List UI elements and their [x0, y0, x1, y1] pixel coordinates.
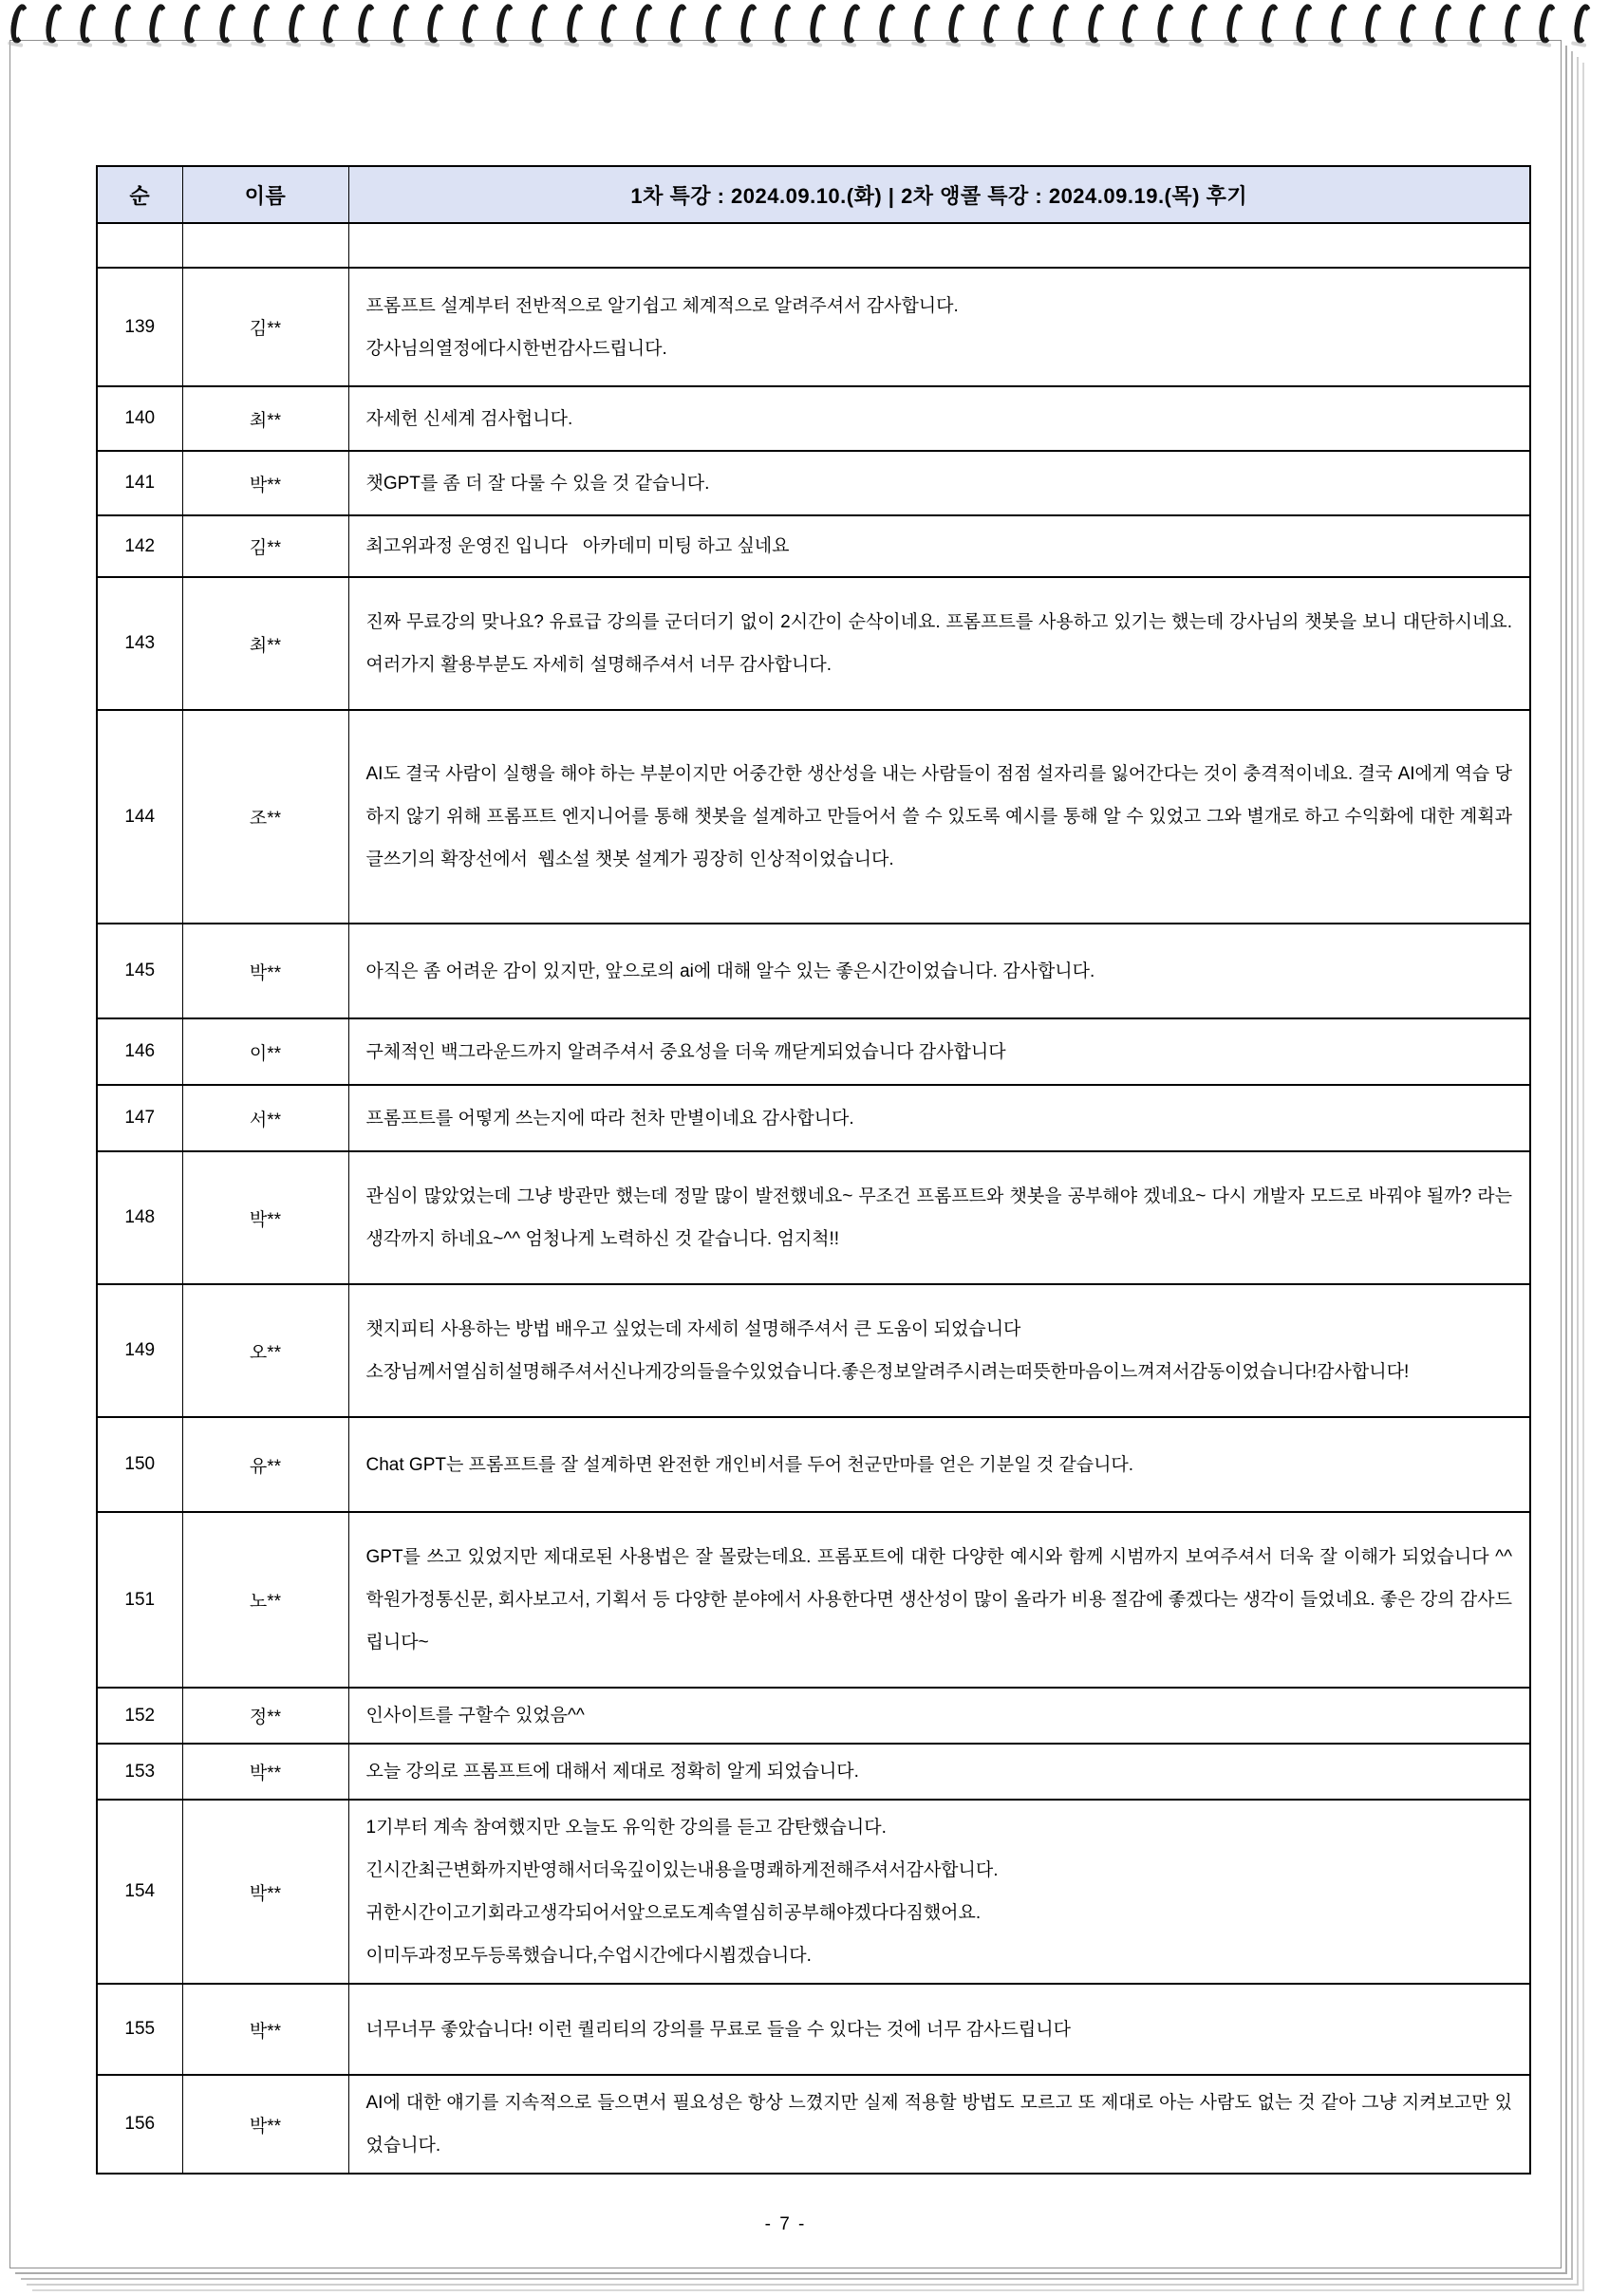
- table-row: [97, 2075, 1530, 2174]
- table-row: [97, 577, 1530, 710]
- table-row: [97, 386, 1530, 451]
- row-feedback: [348, 515, 1530, 577]
- row-name: 김**: [182, 268, 348, 386]
- table-row: [97, 223, 1530, 268]
- row-name: 정**: [182, 1688, 348, 1744]
- row-number: 146: [97, 1018, 182, 1085]
- col-header-title: 1차 특강 : 2024.09.10.(화) | 2차 앵콜 특강 : 2024.09.19.(목) 후기: [348, 166, 1530, 223]
- page-number: - 7 -: [764, 2214, 807, 2234]
- row-feedback: [348, 1284, 1530, 1417]
- feedback-line: Chat GPT는 프롬프트를 잘 설계하면 완전한 개인비서를 두어 천군만마를 얻은 기분일 것 같습니다.: [365, 1454, 1134, 1475]
- row-name: 유**: [182, 1417, 348, 1512]
- row-number: 144: [97, 710, 182, 924]
- row-number: 150: [97, 1417, 182, 1512]
- table-row: [97, 1417, 1530, 1512]
- spiral-ring-icon: [459, 3, 482, 45]
- row-feedback: [348, 1800, 1530, 1984]
- row-number: 153: [97, 1744, 182, 1800]
- row-number: 148: [97, 1151, 182, 1284]
- feedback-line: AI에 대한 얘기를 지속적으로 들으면서 필요성은 항상 느꼈지만 실제 적용할 방법도 모르고 또 제대로 아는 사람도 없는 것 같아 그냥 지켜보고만 있었습니다.: [365, 2093, 1512, 2156]
- row-name: 오**: [182, 1284, 348, 1417]
- feedback-line: GPT를 쓰고 있었지만 제대로된 사용법은 잘 몰랐는데요. 프롬포트에 대한 다양한 예시와 함께 시범까지 보여주셔서 더욱 잘 이해가 되었습니다 ^^ 학원가정통신문, 회사보고서, 기획서 등 다양한 분야에서 사용한다면 생산성이 많이 올라가 비용 절감에 좋겠다는 생각이 들었네요. 좋은 강의 감사드립니다~: [365, 1547, 1518, 1652]
- spiral-binding: [0, 0, 1609, 57]
- feedback-line: 최고위과정 운영진 입니다 아카데미 미팅 하고 싶네요: [365, 536, 790, 556]
- spiral-ring-icon: [1050, 3, 1073, 45]
- spiral-ring-icon: [1571, 3, 1594, 45]
- spiral-ring-icon: [842, 3, 865, 45]
- feedback-line: 너무너무 좋았습니다! 이런 퀄리티의 강의를 무료로 들을 수 있다는 것에 너무 감사드립니다: [365, 2019, 1071, 2040]
- feedback-line: 챗GPT를 좀 더 잘 다룰 수 있을 것 같습니다.: [365, 473, 710, 494]
- row-name: 박**: [182, 1744, 348, 1800]
- spiral-ring-icon: [43, 3, 65, 45]
- row-number: 149: [97, 1284, 182, 1417]
- row-feedback: [348, 710, 1530, 924]
- row-number: 139: [97, 268, 182, 386]
- spiral-ring-icon: [946, 3, 969, 45]
- table-row: [97, 1512, 1530, 1688]
- table-row: [97, 1284, 1530, 1417]
- feedback-line: 관심이 많았었는데 그냥 방관만 했는데 정말 많이 발전했네요~ 무조건 프롬프트와 챗봇을 공부해야 겠네요~ 다시 개발자 모드로 바꿔야 될까? 라는 생각까지 하네요~^^ 엄청나게 노력하신 것 같습니다. 엄지척!!: [365, 1186, 1518, 1249]
- row-feedback: [348, 386, 1530, 451]
- feedback-line: 진짜 무료강의 맞나요? 유료급 강의를 군더더기 없이 2시간이 순삭이네요. 프롬프트를 사용하고 있기는 했는데 강사님의 챗봇을 보니 대단하시네요. 여러가지 활용부분도 자세히 설명해주셔서 너무 감사합니다.: [365, 612, 1518, 675]
- spiral-ring-icon: [1363, 3, 1386, 45]
- table-row: [97, 710, 1530, 924]
- row-name: 최**: [182, 577, 348, 710]
- row-feedback: [348, 1151, 1530, 1284]
- row-number: 147: [97, 1085, 182, 1151]
- spiral-ring-icon: [1016, 3, 1038, 45]
- feedback-line: 챗지피티 사용하는 방법 배우고 싶었는데 자세히 설명해주셔서 큰 도움이 되었습니다: [365, 1319, 1021, 1339]
- spiral-ring-icon: [1328, 3, 1351, 45]
- spiral-ring-icon: [911, 3, 934, 45]
- spiral-ring-icon: [8, 3, 30, 45]
- row-name: 서**: [182, 1085, 348, 1151]
- row-name: 박**: [182, 924, 348, 1018]
- row-number: 140: [97, 386, 182, 451]
- row-feedback: [348, 268, 1530, 386]
- table-row: [97, 1018, 1530, 1085]
- feedback-line: 이미두과정모두등록했습니다,수업시간에다시뵙겠습니다.: [365, 1946, 812, 1966]
- col-header-no: 순: [97, 166, 182, 223]
- table-body: [97, 223, 1530, 2174]
- row-number: 143: [97, 577, 182, 710]
- spiral-ring-icon: [1432, 3, 1455, 45]
- spiral-ring-icon: [147, 3, 170, 45]
- spiral-ring-icon: [668, 3, 691, 45]
- row-feedback: [348, 1688, 1530, 1744]
- table-row: [97, 1688, 1530, 1744]
- row-feedback: [348, 577, 1530, 710]
- page-sheet: [9, 40, 1562, 2268]
- table-row: [97, 1085, 1530, 1151]
- table-row: [97, 515, 1530, 577]
- feedback-line: 프롬프트 설계부터 전반적으로 알기쉽고 체계적으로 알려주셔서 감사합니다.: [365, 295, 959, 316]
- spiral-ring-icon: [425, 3, 448, 45]
- row-feedback: [348, 223, 1530, 268]
- feedback-line: 아직은 좀 어려운 감이 있지만, 앞으로의 ai에 대해 알수 있는 좋은시간이었습니다. 감사합니다.: [365, 961, 1095, 981]
- feedback-line: 강사님의열정에다시한번감사드립니다.: [365, 338, 667, 359]
- row-number: 151: [97, 1512, 182, 1688]
- row-feedback: [348, 1512, 1530, 1688]
- table-row: [97, 1984, 1530, 2075]
- row-number: 141: [97, 451, 182, 515]
- spiral-ring-icon: [78, 3, 101, 45]
- row-feedback: [348, 1018, 1530, 1085]
- spiral-ring-icon: [181, 3, 204, 45]
- spiral-ring-icon: [1468, 3, 1490, 45]
- spiral-ring-icon: [390, 3, 413, 45]
- row-feedback: [348, 924, 1530, 1018]
- spiral-ring-icon: [599, 3, 622, 45]
- row-number: 142: [97, 515, 182, 577]
- row-number: 145: [97, 924, 182, 1018]
- row-number: 154: [97, 1800, 182, 1984]
- table-row: [97, 451, 1530, 515]
- spiral-ring-icon: [1154, 3, 1177, 45]
- spiral-ring-icon: [1085, 3, 1108, 45]
- row-name: 박**: [182, 451, 348, 515]
- row-name: 박**: [182, 2075, 348, 2174]
- table-header: [97, 166, 1530, 223]
- table-row: [97, 1800, 1530, 1984]
- feedback-line: 소장님께서열심히설명해주셔서신나게강의들을수있었습니다.좋은정보알려주시려는떠뜻한마음이느껴져서감동이었습니다!감사합니다!: [365, 1362, 1410, 1382]
- table-row: [97, 1151, 1530, 1284]
- spiral-ring-icon: [633, 3, 656, 45]
- spiral-ring-icon: [981, 3, 1003, 45]
- spiral-ring-icon: [1189, 3, 1212, 45]
- spiral-ring-icon: [112, 3, 135, 45]
- row-number: [97, 223, 182, 268]
- spiral-ring-icon: [1259, 3, 1282, 45]
- row-name: 김**: [182, 515, 348, 577]
- feedback-line: 1기부터 계속 참여했지만 오늘도 유익한 강의를 듣고 감탄했습니다.: [365, 1818, 887, 1838]
- header-row: [97, 166, 1530, 223]
- feedback-line: 구체적인 백그라운드까지 알려주셔서 중요성을 더욱 깨닫게되었습니다 감사합니다: [365, 1041, 1006, 1062]
- col-header-name: 이름: [182, 166, 348, 223]
- spiral-ring-icon: [564, 3, 587, 45]
- spiral-ring-icon: [773, 3, 795, 45]
- row-feedback: [348, 1085, 1530, 1151]
- spiral-ring-icon: [876, 3, 899, 45]
- feedback-table: [96, 165, 1531, 2175]
- row-name: 박**: [182, 1984, 348, 2075]
- spiral-ring-icon: [495, 3, 517, 45]
- row-name: 노**: [182, 1512, 348, 1688]
- row-name: [182, 223, 348, 268]
- row-feedback: [348, 451, 1530, 515]
- spiral-ring-icon: [321, 3, 344, 45]
- table-row: [97, 924, 1530, 1018]
- row-number: 152: [97, 1688, 182, 1744]
- feedback-line: 귀한시간이고기회라고생각되어서앞으로도계속열심히공부해야겠다다짐했어요.: [365, 1903, 982, 1923]
- feedback-line: 오늘 강의로 프롬프트에 대해서 제대로 정확히 알게 되었습니다.: [365, 1762, 859, 1782]
- row-feedback: [348, 1417, 1530, 1512]
- spiral-ring-icon: [1397, 3, 1420, 45]
- feedback-line: 프롬프트를 어떻게 쓰는지에 따라 천차 만별이네요 감사합니다.: [365, 1108, 854, 1129]
- table-row: [97, 268, 1530, 386]
- spiral-ring-icon: [216, 3, 239, 45]
- feedback-line: 긴시간최근변화까지반영해서더욱깊이있는내용을명쾌하게전해주셔서감사합니다.: [365, 1860, 999, 1880]
- spiral-ring-icon: [1120, 3, 1143, 45]
- spiral-ring-icon: [1502, 3, 1525, 45]
- spiral-ring-icon: [1537, 3, 1560, 45]
- row-name: 조**: [182, 710, 348, 924]
- feedback-line: AI도 결국 사람이 실행을 해야 하는 부분이지만 어중간한 생산성을 내는 사람들이 점점 설자리를 잃어간다는 것이 충격적이네요. 결국 AI에게 역습 당하지 않기 위해 프롬프트 엔지니어를 통해 챗봇을 설계하고 만들어서 쓸 수 있도록 예시를 통해 알 수 있었고 그와 별개로 하고 수익화에 대한 계획과 글쓰기의 확장선에서 웹소설 챗봇 설계가 굉장히 인상적이었습니다.: [365, 764, 1518, 869]
- row-name: 박**: [182, 1800, 348, 1984]
- spiral-ring-icon: [355, 3, 378, 45]
- row-name: 최**: [182, 386, 348, 451]
- table-row: [97, 1744, 1530, 1800]
- feedback-line: 자세헌 신세계 검사헙니다.: [365, 408, 573, 429]
- spiral-ring-icon: [529, 3, 552, 45]
- spiral-ring-icon: [1294, 3, 1317, 45]
- feedback-line: 인사이트를 구할수 있었음^^: [365, 1706, 585, 1726]
- row-name: 이**: [182, 1018, 348, 1085]
- row-feedback: [348, 1744, 1530, 1800]
- spiral-ring-icon: [738, 3, 760, 45]
- row-number: 155: [97, 1984, 182, 2075]
- spiral-ring-icon: [807, 3, 830, 45]
- spiral-ring-icon: [286, 3, 309, 45]
- row-name: 박**: [182, 1151, 348, 1284]
- row-feedback: [348, 2075, 1530, 2174]
- row-number: 156: [97, 2075, 182, 2174]
- spiral-ring-icon: [252, 3, 274, 45]
- row-feedback: [348, 1984, 1530, 2075]
- spiral-ring-icon: [1224, 3, 1246, 45]
- spiral-ring-icon: [702, 3, 725, 45]
